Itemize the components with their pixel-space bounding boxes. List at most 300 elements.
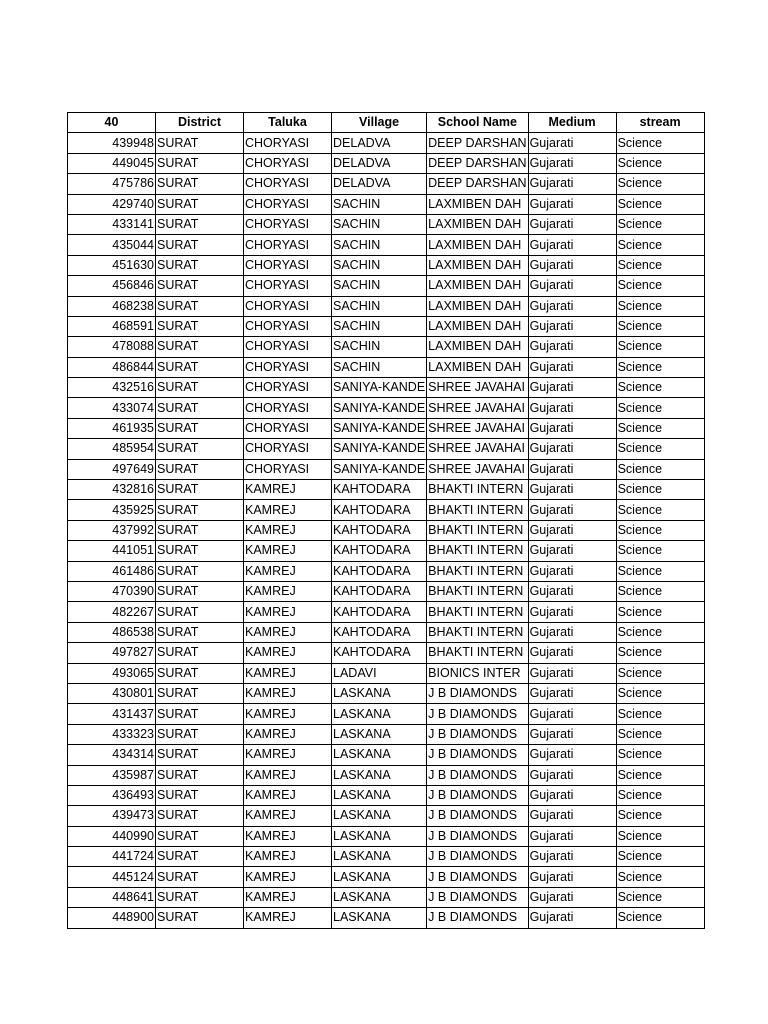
medium-cell: Gujarati (528, 520, 616, 540)
medium-cell: Gujarati (528, 867, 616, 887)
medium-cell: Gujarati (528, 847, 616, 867)
village-cell: LASKANA (332, 887, 427, 907)
taluka-cell: KAMREJ (244, 581, 332, 601)
stream-cell: Science (616, 235, 704, 255)
school-name-cell: J B DIAMONDS (427, 724, 528, 744)
stream-cell: Science (616, 418, 704, 438)
medium-cell: Gujarati (528, 541, 616, 561)
school-name-cell: J B DIAMONDS (427, 806, 528, 826)
district-cell: SURAT (156, 541, 244, 561)
taluka-cell: KAMREJ (244, 785, 332, 805)
district-cell: SURAT (156, 908, 244, 928)
medium-cell: Gujarati (528, 174, 616, 194)
district-cell: SURAT (156, 663, 244, 683)
stream-cell: Science (616, 439, 704, 459)
medium-cell: Gujarati (528, 357, 616, 377)
header-taluka: Taluka (244, 113, 332, 133)
school-name-cell: BHAKTI INTERN (427, 561, 528, 581)
taluka-cell: CHORYASI (244, 418, 332, 438)
district-cell: SURAT (156, 765, 244, 785)
school-name-cell: LAXMIBEN DAH (427, 357, 528, 377)
id-cell: 497649 (68, 459, 156, 479)
village-cell: LASKANA (332, 847, 427, 867)
medium-cell: Gujarati (528, 214, 616, 234)
village-cell: SANIYA-KANDE (332, 418, 427, 438)
stream-cell: Science (616, 194, 704, 214)
table-row (68, 847, 705, 867)
medium-cell: Gujarati (528, 683, 616, 703)
medium-cell: Gujarati (528, 153, 616, 173)
table-row (68, 296, 705, 316)
table-row (68, 378, 705, 398)
district-cell: SURAT (156, 704, 244, 724)
table-row (68, 724, 705, 744)
district-cell: SURAT (156, 602, 244, 622)
table-row (68, 500, 705, 520)
table-row (68, 520, 705, 540)
school-name-cell: BHAKTI INTERN (427, 541, 528, 561)
medium-cell: Gujarati (528, 439, 616, 459)
village-cell: LADAVI (332, 663, 427, 683)
medium-cell: Gujarati (528, 500, 616, 520)
table-row (68, 174, 705, 194)
id-cell: 433323 (68, 724, 156, 744)
village-cell: SANIYA-KANDE (332, 378, 427, 398)
village-cell: LASKANA (332, 765, 427, 785)
taluka-cell: KAMREJ (244, 541, 332, 561)
district-cell: SURAT (156, 643, 244, 663)
district-cell: SURAT (156, 561, 244, 581)
school-name-cell: LAXMIBEN DAH (427, 276, 528, 296)
id-cell: 482267 (68, 602, 156, 622)
village-cell: SANIYA-KANDE (332, 439, 427, 459)
district-cell: SURAT (156, 500, 244, 520)
medium-cell: Gujarati (528, 133, 616, 153)
school-name-cell: DEEP DARSHAN (427, 153, 528, 173)
village-cell: SACHIN (332, 214, 427, 234)
table-row (68, 133, 705, 153)
taluka-cell: KAMREJ (244, 520, 332, 540)
taluka-cell: CHORYASI (244, 459, 332, 479)
district-cell: SURAT (156, 296, 244, 316)
id-cell: 468238 (68, 296, 156, 316)
taluka-cell: CHORYASI (244, 194, 332, 214)
school-name-cell: SHREE JAVAHAI (427, 459, 528, 479)
taluka-cell: CHORYASI (244, 357, 332, 377)
school-name-cell: LAXMIBEN DAH (427, 316, 528, 336)
school-name-cell: SHREE JAVAHAI (427, 398, 528, 418)
village-cell: LASKANA (332, 704, 427, 724)
id-cell: 432816 (68, 480, 156, 500)
taluka-cell: KAMREJ (244, 663, 332, 683)
id-cell: 456846 (68, 276, 156, 296)
village-cell: SACHIN (332, 276, 427, 296)
school-name-cell: BIONICS INTER (427, 663, 528, 683)
stream-cell: Science (616, 316, 704, 336)
taluka-cell: KAMREJ (244, 683, 332, 703)
medium-cell: Gujarati (528, 806, 616, 826)
table-row (68, 622, 705, 642)
school-name-cell: BHAKTI INTERN (427, 622, 528, 642)
medium-cell: Gujarati (528, 459, 616, 479)
taluka-cell: KAMREJ (244, 908, 332, 928)
table-row (68, 153, 705, 173)
taluka-cell: CHORYASI (244, 296, 332, 316)
table-row (68, 255, 705, 275)
stream-cell: Science (616, 724, 704, 744)
taluka-cell: KAMREJ (244, 745, 332, 765)
id-cell: 445124 (68, 867, 156, 887)
id-cell: 441724 (68, 847, 156, 867)
village-cell: LASKANA (332, 806, 427, 826)
district-cell: SURAT (156, 337, 244, 357)
school-name-cell: LAXMIBEN DAH (427, 235, 528, 255)
district-cell: SURAT (156, 520, 244, 540)
stream-cell: Science (616, 704, 704, 724)
stream-cell: Science (616, 214, 704, 234)
stream-cell: Science (616, 459, 704, 479)
village-cell: DELADVA (332, 133, 427, 153)
medium-cell: Gujarati (528, 887, 616, 907)
village-cell: KAHTODARA (332, 541, 427, 561)
district-cell: SURAT (156, 235, 244, 255)
school-name-cell: SHREE JAVAHAI (427, 418, 528, 438)
id-cell: 430801 (68, 683, 156, 703)
district-cell: SURAT (156, 480, 244, 500)
stream-cell: Science (616, 581, 704, 601)
stream-cell: Science (616, 602, 704, 622)
village-cell: SACHIN (332, 194, 427, 214)
school-name-cell: DEEP DARSHAN (427, 174, 528, 194)
school-name-cell: BHAKTI INTERN (427, 581, 528, 601)
table-row (68, 581, 705, 601)
id-cell: 435987 (68, 765, 156, 785)
taluka-cell: KAMREJ (244, 867, 332, 887)
taluka-cell: KAMREJ (244, 500, 332, 520)
id-cell: 429740 (68, 194, 156, 214)
taluka-cell: CHORYASI (244, 337, 332, 357)
district-cell: SURAT (156, 255, 244, 275)
id-cell: 435925 (68, 500, 156, 520)
medium-cell: Gujarati (528, 581, 616, 601)
village-cell: KAHTODARA (332, 561, 427, 581)
medium-cell: Gujarati (528, 826, 616, 846)
village-cell: LASKANA (332, 785, 427, 805)
district-cell: SURAT (156, 785, 244, 805)
table-row (68, 541, 705, 561)
village-cell: SANIYA-KANDE (332, 398, 427, 418)
village-cell: KAHTODARA (332, 581, 427, 601)
table-row (68, 826, 705, 846)
table-row (68, 357, 705, 377)
village-cell: SANIYA-KANDE (332, 459, 427, 479)
medium-cell: Gujarati (528, 378, 616, 398)
taluka-cell: KAMREJ (244, 561, 332, 581)
stream-cell: Science (616, 561, 704, 581)
table-row (68, 745, 705, 765)
table-row (68, 908, 705, 928)
table-row (68, 887, 705, 907)
stream-cell: Science (616, 887, 704, 907)
district-cell: SURAT (156, 153, 244, 173)
id-cell: 470390 (68, 581, 156, 601)
stream-cell: Science (616, 867, 704, 887)
medium-cell: Gujarati (528, 480, 616, 500)
stream-cell: Science (616, 255, 704, 275)
medium-cell: Gujarati (528, 398, 616, 418)
table-row (68, 316, 705, 336)
taluka-cell: KAMREJ (244, 480, 332, 500)
district-cell: SURAT (156, 214, 244, 234)
taluka-cell: KAMREJ (244, 602, 332, 622)
stream-cell: Science (616, 806, 704, 826)
table-row (68, 337, 705, 357)
table-row (68, 602, 705, 622)
school-name-cell: SHREE JAVAHAI (427, 439, 528, 459)
table-row (68, 785, 705, 805)
table-row (68, 418, 705, 438)
medium-cell: Gujarati (528, 296, 616, 316)
school-name-cell: BHAKTI INTERN (427, 643, 528, 663)
medium-cell: Gujarati (528, 643, 616, 663)
stream-cell: Science (616, 276, 704, 296)
id-cell: 433141 (68, 214, 156, 234)
taluka-cell: CHORYASI (244, 378, 332, 398)
stream-cell: Science (616, 378, 704, 398)
stream-cell: Science (616, 826, 704, 846)
id-cell: 431437 (68, 704, 156, 724)
village-cell: LASKANA (332, 745, 427, 765)
medium-cell: Gujarati (528, 316, 616, 336)
stream-cell: Science (616, 480, 704, 500)
village-cell: LASKANA (332, 908, 427, 928)
village-cell: KAHTODARA (332, 622, 427, 642)
id-cell: 439473 (68, 806, 156, 826)
table-row (68, 398, 705, 418)
id-cell: 451630 (68, 255, 156, 275)
village-cell: SACHIN (332, 255, 427, 275)
district-cell: SURAT (156, 459, 244, 479)
village-cell: DELADVA (332, 153, 427, 173)
id-cell: 493065 (68, 663, 156, 683)
medium-cell: Gujarati (528, 765, 616, 785)
village-cell: LASKANA (332, 867, 427, 887)
medium-cell: Gujarati (528, 704, 616, 724)
district-cell: SURAT (156, 133, 244, 153)
school-name-cell: J B DIAMONDS (427, 887, 528, 907)
district-cell: SURAT (156, 378, 244, 398)
medium-cell: Gujarati (528, 908, 616, 928)
school-name-cell: BHAKTI INTERN (427, 602, 528, 622)
school-name-cell: J B DIAMONDS (427, 867, 528, 887)
table-row (68, 235, 705, 255)
taluka-cell: KAMREJ (244, 724, 332, 744)
medium-cell: Gujarati (528, 418, 616, 438)
school-name-cell: J B DIAMONDS (427, 683, 528, 703)
taluka-cell: CHORYASI (244, 255, 332, 275)
district-cell: SURAT (156, 745, 244, 765)
district-cell: SURAT (156, 194, 244, 214)
village-cell: KAHTODARA (332, 480, 427, 500)
school-name-cell: BHAKTI INTERN (427, 500, 528, 520)
district-cell: SURAT (156, 826, 244, 846)
stream-cell: Science (616, 663, 704, 683)
district-cell: SURAT (156, 581, 244, 601)
village-cell: LASKANA (332, 826, 427, 846)
id-cell: 448900 (68, 908, 156, 928)
district-cell: SURAT (156, 439, 244, 459)
stream-cell: Science (616, 500, 704, 520)
medium-cell: Gujarati (528, 724, 616, 744)
stream-cell: Science (616, 357, 704, 377)
medium-cell: Gujarati (528, 785, 616, 805)
school-name-cell: J B DIAMONDS (427, 765, 528, 785)
district-cell: SURAT (156, 398, 244, 418)
taluka-cell: CHORYASI (244, 133, 332, 153)
id-cell: 497827 (68, 643, 156, 663)
stream-cell: Science (616, 683, 704, 703)
district-cell: SURAT (156, 724, 244, 744)
school-name-cell: J B DIAMONDS (427, 847, 528, 867)
medium-cell: Gujarati (528, 745, 616, 765)
taluka-cell: CHORYASI (244, 174, 332, 194)
id-cell: 449045 (68, 153, 156, 173)
school-name-cell: BHAKTI INTERN (427, 520, 528, 540)
school-name-cell: DEEP DARSHAN (427, 133, 528, 153)
taluka-cell: CHORYASI (244, 276, 332, 296)
village-cell: SACHIN (332, 357, 427, 377)
stream-cell: Science (616, 133, 704, 153)
district-cell: SURAT (156, 316, 244, 336)
table-row (68, 704, 705, 724)
stream-cell: Science (616, 153, 704, 173)
stream-cell: Science (616, 296, 704, 316)
taluka-cell: KAMREJ (244, 704, 332, 724)
table-row (68, 867, 705, 887)
district-cell: SURAT (156, 174, 244, 194)
village-cell: SACHIN (332, 316, 427, 336)
id-cell: 437992 (68, 520, 156, 540)
district-cell: SURAT (156, 276, 244, 296)
school-name-cell: J B DIAMONDS (427, 908, 528, 928)
medium-cell: Gujarati (528, 235, 616, 255)
district-cell: SURAT (156, 683, 244, 703)
id-cell: 486538 (68, 622, 156, 642)
taluka-cell: CHORYASI (244, 235, 332, 255)
district-cell: SURAT (156, 418, 244, 438)
school-name-cell: SHREE JAVAHAI (427, 378, 528, 398)
header-school-name: School Name (427, 113, 528, 133)
taluka-cell: KAMREJ (244, 806, 332, 826)
header-medium: Medium (528, 113, 616, 133)
table-row (68, 683, 705, 703)
id-cell: 461486 (68, 561, 156, 581)
taluka-cell: KAMREJ (244, 765, 332, 785)
id-cell: 433074 (68, 398, 156, 418)
medium-cell: Gujarati (528, 561, 616, 581)
school-name-cell: LAXMIBEN DAH (427, 255, 528, 275)
table-row (68, 663, 705, 683)
medium-cell: Gujarati (528, 337, 616, 357)
id-cell: 468591 (68, 316, 156, 336)
header-stream: stream (616, 113, 704, 133)
id-cell: 475786 (68, 174, 156, 194)
stream-cell: Science (616, 398, 704, 418)
village-cell: KAHTODARA (332, 643, 427, 663)
table-row (68, 643, 705, 663)
table-row (68, 459, 705, 479)
id-cell: 435044 (68, 235, 156, 255)
district-cell: SURAT (156, 887, 244, 907)
stream-cell: Science (616, 541, 704, 561)
medium-cell: Gujarati (528, 663, 616, 683)
id-cell: 432516 (68, 378, 156, 398)
medium-cell: Gujarati (528, 194, 616, 214)
id-cell: 441051 (68, 541, 156, 561)
table-row (68, 806, 705, 826)
header-row (68, 113, 705, 133)
medium-cell: Gujarati (528, 602, 616, 622)
stream-cell: Science (616, 520, 704, 540)
table-row (68, 439, 705, 459)
school-name-cell: LAXMIBEN DAH (427, 194, 528, 214)
table-row (68, 214, 705, 234)
header-district: District (156, 113, 244, 133)
medium-cell: Gujarati (528, 276, 616, 296)
school-data-table (67, 112, 705, 929)
table-row (68, 480, 705, 500)
school-name-cell: BHAKTI INTERN (427, 480, 528, 500)
taluka-cell: KAMREJ (244, 643, 332, 663)
taluka-cell: KAMREJ (244, 826, 332, 846)
district-cell: SURAT (156, 867, 244, 887)
taluka-cell: CHORYASI (244, 439, 332, 459)
id-cell: 434314 (68, 745, 156, 765)
id-cell: 486844 (68, 357, 156, 377)
district-cell: SURAT (156, 622, 244, 642)
school-name-cell: J B DIAMONDS (427, 704, 528, 724)
village-cell: LASKANA (332, 683, 427, 703)
stream-cell: Science (616, 174, 704, 194)
id-cell: 485954 (68, 439, 156, 459)
school-name-cell: LAXMIBEN DAH (427, 296, 528, 316)
medium-cell: Gujarati (528, 255, 616, 275)
id-cell: 478088 (68, 337, 156, 357)
village-cell: DELADVA (332, 174, 427, 194)
stream-cell: Science (616, 643, 704, 663)
stream-cell: Science (616, 337, 704, 357)
header-id: 40 (68, 113, 156, 133)
village-cell: KAHTODARA (332, 602, 427, 622)
village-cell: KAHTODARA (332, 520, 427, 540)
school-name-cell: J B DIAMONDS (427, 826, 528, 846)
school-name-cell: J B DIAMONDS (427, 745, 528, 765)
village-cell: SACHIN (332, 296, 427, 316)
table-body (68, 133, 705, 928)
taluka-cell: CHORYASI (244, 214, 332, 234)
district-cell: SURAT (156, 806, 244, 826)
village-cell: KAHTODARA (332, 500, 427, 520)
taluka-cell: CHORYASI (244, 398, 332, 418)
stream-cell: Science (616, 622, 704, 642)
taluka-cell: KAMREJ (244, 622, 332, 642)
stream-cell: Science (616, 908, 704, 928)
district-cell: SURAT (156, 847, 244, 867)
table-row (68, 765, 705, 785)
id-cell: 461935 (68, 418, 156, 438)
stream-cell: Science (616, 765, 704, 785)
header-village: Village (332, 113, 427, 133)
